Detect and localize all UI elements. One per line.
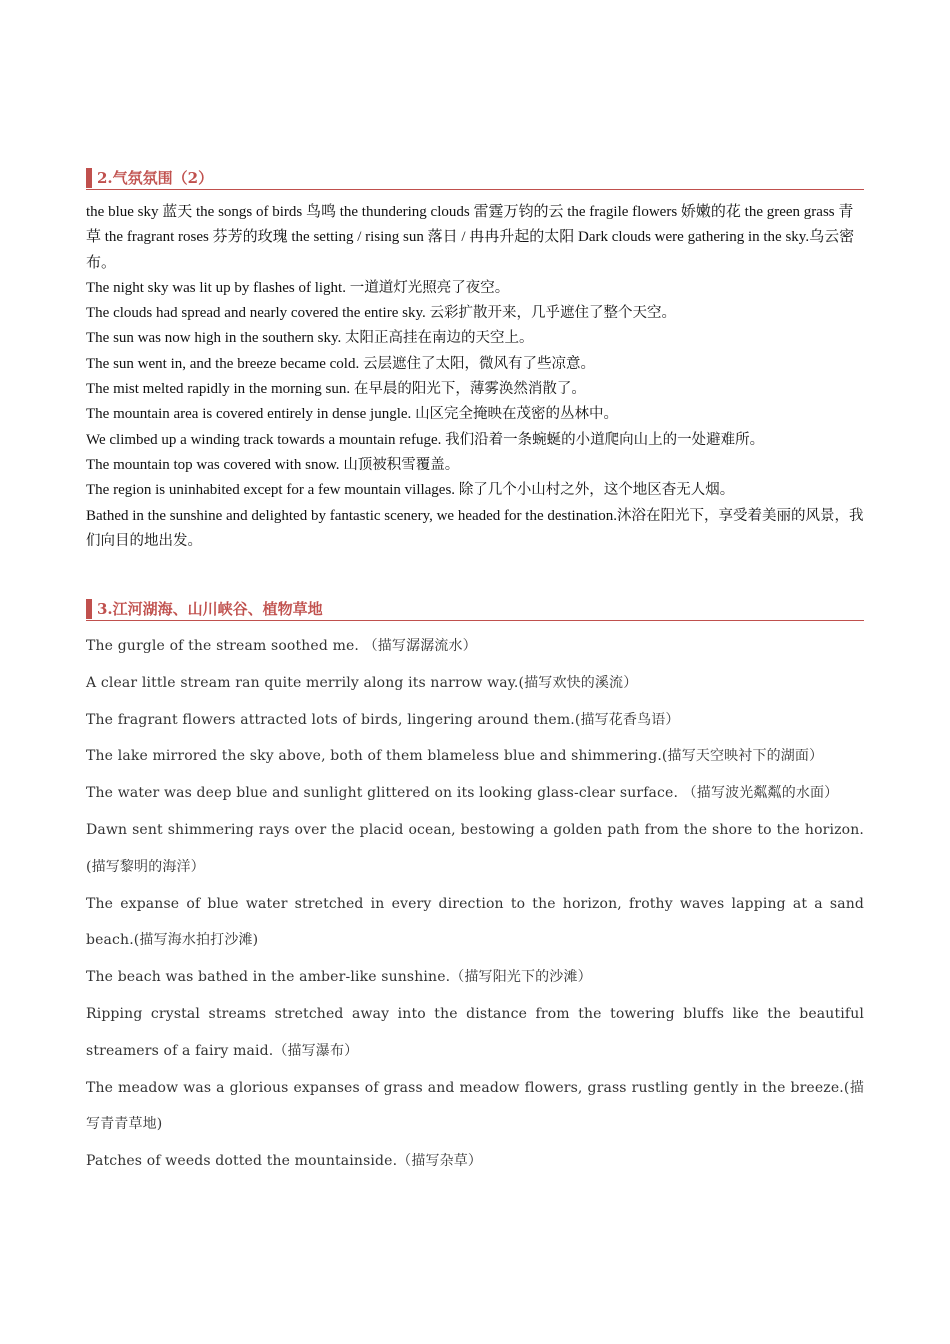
sentence-zh: 山顶被积雪覆盖。 (343, 456, 460, 473)
sentence-zh: 太阳正高挂在南边的天空上。 (345, 330, 534, 347)
sentence-zh: 除了几个小山村之外，这个地区杳无人烟。 (458, 482, 735, 499)
sentence-line (86, 402, 864, 427)
sentence-line: The gurgle of the stream soothed me. （描写潺潺流水） (86, 638, 477, 654)
section-heading-landscape (86, 599, 864, 621)
sentence-en: The clouds had spread and nearly covered the entire sky. (86, 305, 430, 322)
sentence-line: The fragrant flowers attracted lots of birds, lingering around them.(描写花香鸟语） (86, 711, 680, 728)
sentence-line: Patches of weeds dotted the mountainside.（描写杂草） (86, 1153, 483, 1170)
sentence-zh: 一道道灯光照亮了夜空。 (349, 279, 510, 296)
sentence-en: Bathed in the sunshine and delighted by fantastic scenery, we headed for the destination. (86, 507, 617, 524)
sentence-line (86, 276, 864, 301)
sentence-line: Dawn sent shimmering rays over the placid ocean, bestowing a golden path from the shore to the horizon.(描写黎明的海洋） (86, 821, 864, 875)
sentence-line (86, 478, 864, 503)
sentence-zh: 在早晨的阳光下，薄雾涣然消散了。 (353, 381, 586, 398)
sentence-en: The sun was now high in the southern sky. (86, 330, 345, 347)
sentence-en: The sun went in, and the breeze became cold. (86, 355, 363, 372)
sentence-line (86, 453, 864, 478)
heading-accent-bar (86, 168, 92, 188)
sentence-line: The meadow was a glorious expanses of grass and meadow flowers, grass rustling gently in the breeze.(描写青青草地) (86, 1079, 864, 1133)
sentence-line (86, 326, 864, 351)
sentence-zh: 我们沿着一条蜿蜒的小道爬向山上的一处避难所。 (445, 431, 765, 448)
sentence-line (86, 377, 864, 402)
heading-accent-bar (86, 599, 92, 619)
sentence-zh: 云层遮住了太阳，微风有了些凉意。 (362, 355, 595, 372)
section-body-atmosphere (86, 200, 864, 554)
sentence-line (86, 504, 864, 555)
sentence-line: The beach was bathed in the amber-like sunshine.（描写阳光下的沙滩） (86, 969, 592, 986)
section-title: 3.江河湖海、山川峡谷、植物草地 (97, 600, 323, 618)
sentence-en: We climbed up a winding track towards a mountain refuge. (86, 431, 446, 448)
sentence-en: The mountain area is covered entirely in dense jungle. (86, 406, 416, 423)
sentence-zh: 云彩扩散开来，几乎遮住了整个天空。 (429, 305, 676, 322)
sentence-en: The mist melted rapidly in the morning sun. (86, 381, 354, 398)
sentence-line: Ripping crystal streams stretched away into the distance from the towering bluffs like the beautiful streamers of a fairy maid.（描写瀑布） (86, 1005, 864, 1059)
sentence-line: A clear little stream ran quite merrily along its narrow way.(描写欢快的溪流） (86, 674, 638, 691)
vocab-paragraph: the blue sky 蓝天 the songs of birds 鸟鸣 the thundering clouds 雷霆万钧的云 the fragile flowers 娇嫩的花 the green grass 青草 the fragrant roses 芬芳的玫瑰 the setting / rising sun 落日 / 冉冉升起的太阳 Dark clouds were gathering in the sky.乌云密布。 (86, 204, 855, 271)
section-body-landscape (86, 628, 864, 1180)
sentence-zh: 山区完全掩映在茂密的丛林中。 (415, 406, 619, 423)
section-heading-atmosphere (86, 168, 864, 190)
sentence-en: The night sky was lit up by flashes of light. (86, 279, 350, 296)
sentence-line: The expanse of blue water stretched in every direction to the horizon, frothy waves lapping at a sand beach.(描写海水拍打沙滩) (86, 895, 864, 949)
sentence-line (86, 352, 864, 377)
section-title: 2.气氛氛围（2） (97, 169, 214, 187)
sentence-line: The water was deep blue and sunlight glittered on its looking glass-clear surface. （描写波光粼粼的水面） (86, 785, 839, 802)
sentence-line (86, 428, 864, 453)
sentence-en: The region is uninhabited except for a few mountain villages. (86, 482, 459, 499)
sentence-line: The lake mirrored the sky above, both of them blameless blue and shimmering.(描写天空映衬下的湖面） (86, 748, 824, 765)
sentence-en: The mountain top was covered with snow. (86, 456, 344, 473)
sentence-line (86, 301, 864, 326)
sentence-zh: 沐浴在阳光下，享受着美丽的风景，我们向目的地出发。 (86, 507, 864, 549)
